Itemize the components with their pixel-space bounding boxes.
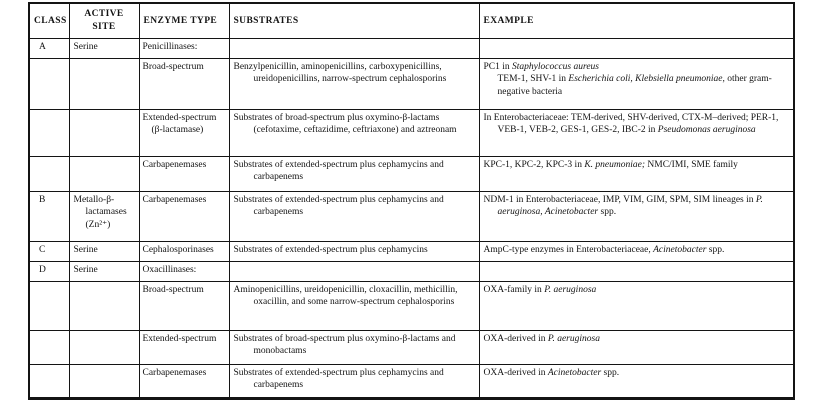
cell-example <box>479 364 794 398</box>
cell-paragraph: Aminopenicillins, ureidopenicillin, cloxacillin, methicillin, oxacillin, and some narrow-spectrum cephalosporins <box>233 284 458 307</box>
table-row <box>29 156 794 191</box>
column-header-substrates: SUBSTRATES <box>229 3 479 38</box>
cell-substrates <box>229 330 479 364</box>
cell-paragraph: OXA-family in P. aeruginosa <box>483 284 597 295</box>
cell-active-site <box>69 109 139 156</box>
cell-paragraph: Penicillinases: <box>142 41 198 52</box>
cell-active-site <box>69 330 139 364</box>
cell-paragraph: NDM-1 in Enterobacteriaceae, IMP, VIM, GIM, SPM, SIM lineages in P. aeruginosa, Acinetobacter spp. <box>483 194 763 217</box>
cell-paragraph: OXA-derived in P. aeruginosa <box>483 333 600 344</box>
cell-paragraph: Substrates of extended-spectrum plus cephamycins and carbapenems <box>233 367 444 390</box>
cell-active-site <box>69 38 139 58</box>
beta-lactamase-classification-table <box>28 2 795 400</box>
cell-class <box>29 191 69 241</box>
cell-example <box>479 261 794 281</box>
cell-example <box>479 156 794 191</box>
cell-paragraph: KPC-1, KPC-2, KPC-3 in K. pneumoniae; NMC/IMI, SME family <box>483 159 738 170</box>
column-header-enzyme-type: ENZYME TYPE <box>139 3 229 38</box>
table-row <box>29 38 794 58</box>
cell-enzyme-type <box>139 241 229 261</box>
table-row <box>29 281 794 330</box>
cell-enzyme-type <box>139 281 229 330</box>
cell-enzyme-type <box>139 364 229 398</box>
cell-paragraph: Broad-spectrum <box>142 61 204 72</box>
cell-class <box>29 364 69 398</box>
cell-substrates <box>229 191 479 241</box>
table-row <box>29 58 794 109</box>
cell-enzyme-type <box>139 109 229 156</box>
cell-substrates <box>229 38 479 58</box>
cell-class <box>29 156 69 191</box>
cell-paragraph: Extended-spectrum (β-lactamase) <box>142 112 217 135</box>
cell-example <box>479 241 794 261</box>
cell-paragraph: AmpC-type enzymes in Enterobacteriaceae, Acinetobacter spp. <box>483 244 725 255</box>
header-row <box>29 3 794 38</box>
cell-substrates <box>229 261 479 281</box>
cell-example <box>479 191 794 241</box>
cell-paragraph: TEM-1, SHV-1 in Escherichia coli, Klebsiella pneumoniae, other gram-negative bacteria <box>497 74 772 97</box>
cell-active-site <box>69 191 139 241</box>
cell-paragraph: Cephalosporinases <box>142 244 214 255</box>
table-row <box>29 109 794 156</box>
cell-paragraph: Serine <box>73 244 98 255</box>
table-row <box>29 191 794 241</box>
cell-paragraph: Broad-spectrum <box>142 284 204 295</box>
cell-active-site <box>69 281 139 330</box>
cell-paragraph: Substrates of broad-spectrum plus oxymino-β-lactams and monobactams <box>233 333 456 356</box>
cell-paragraph: A <box>39 41 46 52</box>
cell-paragraph: Oxacillinases: <box>142 264 197 275</box>
cell-active-site <box>69 156 139 191</box>
cell-paragraph: PC1 in Staphylococcus aureus <box>483 61 599 72</box>
cell-substrates <box>229 364 479 398</box>
cell-paragraph: Benzylpenicillin, aminopenicillins, carboxypenicillins, ureidopenicillins, narrow-spectrum cephalosporins <box>233 61 447 84</box>
cell-substrates <box>229 156 479 191</box>
table-body <box>29 38 794 398</box>
cell-example <box>479 281 794 330</box>
cell-class <box>29 241 69 261</box>
cell-substrates <box>229 58 479 109</box>
table-row <box>29 261 794 281</box>
cell-active-site <box>69 364 139 398</box>
cell-substrates <box>229 281 479 330</box>
cell-paragraph: Carbapenemases <box>142 194 207 205</box>
cell-example <box>479 109 794 156</box>
cell-class <box>29 330 69 364</box>
table-row <box>29 364 794 398</box>
cell-enzyme-type <box>139 330 229 364</box>
cell-paragraph: OXA-derived in Acinetobacter spp. <box>483 367 620 378</box>
cell-active-site <box>69 58 139 109</box>
cell-enzyme-type <box>139 58 229 109</box>
cell-class <box>29 38 69 58</box>
cell-paragraph: Serine <box>73 264 98 275</box>
cell-paragraph: Extended-spectrum <box>142 333 217 344</box>
cell-class <box>29 58 69 109</box>
cell-paragraph: In Enterobacteriaceae: TEM-derived, SHV-derived, CTX-M–derived; PER-1, VEB-1, VEB-2, GES-1, GES-2, IBC-2 in Pseudomonas aeruginosa <box>483 112 779 135</box>
cell-enzyme-type <box>139 261 229 281</box>
cell-paragraph: Carbapenemases <box>142 159 207 170</box>
cell-substrates <box>229 109 479 156</box>
cell-paragraph: Carbapenemases <box>142 367 207 378</box>
cell-paragraph: Substrates of extended-spectrum plus cephamycins <box>233 244 428 255</box>
cell-paragraph: D <box>39 264 46 275</box>
cell-paragraph: B <box>39 194 46 205</box>
cell-class <box>29 281 69 330</box>
table-row <box>29 330 794 364</box>
cell-example <box>479 58 794 109</box>
column-header-active-site: ACTIVE SITE <box>69 3 139 38</box>
cell-paragraph: Serine <box>73 41 98 52</box>
cell-paragraph: Substrates of extended-spectrum plus cephamycins and carbapenems <box>233 194 444 217</box>
cell-class <box>29 109 69 156</box>
cell-enzyme-type <box>139 38 229 58</box>
cell-active-site <box>69 241 139 261</box>
cell-substrates <box>229 241 479 261</box>
cell-example <box>479 330 794 364</box>
column-header-class: CLASS <box>29 3 69 38</box>
cell-example <box>479 38 794 58</box>
cell-active-site <box>69 261 139 281</box>
table-row <box>29 241 794 261</box>
column-header-example: EXAMPLE <box>479 3 794 38</box>
cell-enzyme-type <box>139 156 229 191</box>
cell-paragraph: C <box>39 244 46 255</box>
cell-paragraph: Metallo-β-lactamases (Zn²⁺) <box>73 194 127 230</box>
cell-enzyme-type <box>139 191 229 241</box>
cell-class <box>29 261 69 281</box>
cell-paragraph: Substrates of extended-spectrum plus cephamycins and carbapenems <box>233 159 444 182</box>
cell-paragraph: Substrates of broad-spectrum plus oxymino-β-lactams (cefotaxime, ceftazidime, ceftriaxone) and aztreonam <box>233 112 457 135</box>
